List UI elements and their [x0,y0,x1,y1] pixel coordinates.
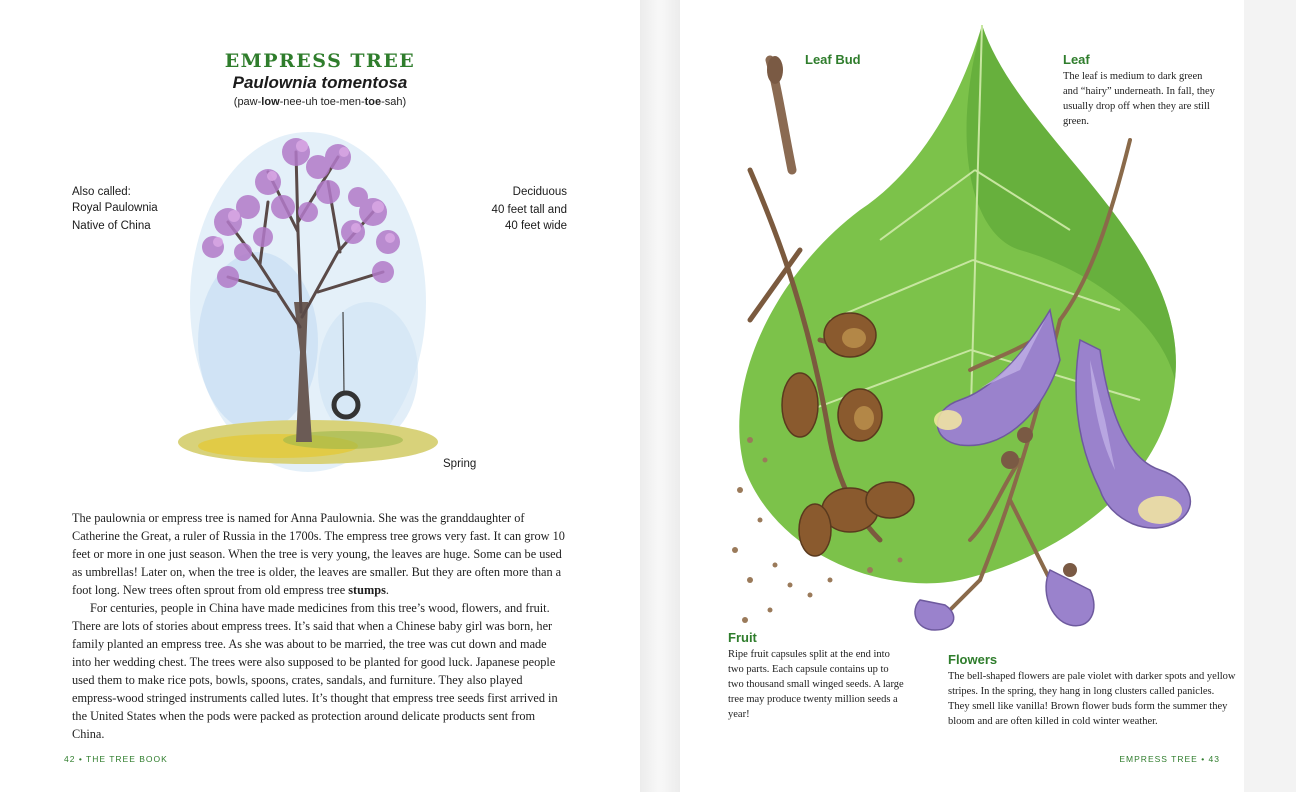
season-label: Spring [443,458,477,470]
text-run: The paulownia or empress tree is named for Anna Paulownia. She was the granddaughter of Catherine the Great, a ruler of Russia in the 1700s. The empress tree grows very fast. It can grow 10 feet or more in one just season. When the tree is very young, the leaves are huge. Some can be used as umbrellas! Later on, when the tree is older, the leaves are smaller. But they are often more than a foot long. New trees often sprout from old empress tree [72,511,565,597]
paragraph-2: For centuries, people in China have made medicines from this tree’s wood, flowers, and fruit. There are lots of stories about empress trees. It’s said that when a Chinese baby girl was born, her family planted an empress tree. As she was about to be married, the tree was cut down and made into her wedding chest. The trees were also supposed to be planted for good luck. Japanese people used them to make rice pots, bowls, spoons, crates, sandals, and furniture. They also played empress-wood stringed instruments called lutes. It’s thought that empress tree seeds first arrived in the United States when the pods were packed as protection around delicate products sent from China. [72,601,558,741]
fruit-heading: Fruit [728,630,757,645]
text-run: -sah) [381,96,407,108]
tree-width: 40 feet wide [504,220,567,232]
text-run: stumps [348,583,386,597]
page-footer-right: EMPRESS TREE • 43 [1119,754,1220,764]
paragraph-1 [72,509,568,599]
body-text [72,509,568,743]
text-run: (paw- [233,96,262,108]
fruit-description: Ripe fruit capsules split at the end into two parts. Each capsule contains up to two thousand small winged seeds. A large tree may produce twenty million seeds a year! [728,649,904,720]
left-page [0,0,640,792]
text-run: low [261,96,280,108]
tree-facts [440,184,567,234]
tree-height: 40 feet tall and [491,204,567,216]
flowers-description: The bell-shaped flowers are pale violet with darker spots and yellow stripes. In the spring, they hang in long clusters called panicles. They smell like vanilla! Brown flower buds form the summer they bloom and are often killed in cold winter weather. [948,671,1236,727]
page-title: EMPRESS TREE [224,50,416,72]
native-origin: Native of China [72,220,151,232]
empress-tree-illustration [168,112,448,492]
book-gutter [640,0,680,792]
right-page [680,0,1244,792]
also-called-info [72,184,158,234]
page-footer-left: 42 • THE TREE BOOK [64,754,168,764]
leaf-type: Deciduous [512,186,567,198]
text-run: toe [364,96,382,108]
also-called-value: Royal Paulownia [72,202,158,214]
scientific-name: Paulownia tomentosa [232,73,408,92]
text-run: . [385,583,389,597]
leaf-bud-heading: Leaf Bud [805,52,861,67]
also-called-label: Also called: [72,186,131,198]
leaf-heading: Leaf [1063,52,1090,67]
flowers-heading: Flowers [948,652,998,667]
leaf-description: The leaf is medium to dark green and “hairy” underneath. In fall, they usually drop off when they are still green. [1063,71,1215,127]
text-run: -nee-uh toe-men- [279,96,365,108]
pronunciation [0,96,640,108]
